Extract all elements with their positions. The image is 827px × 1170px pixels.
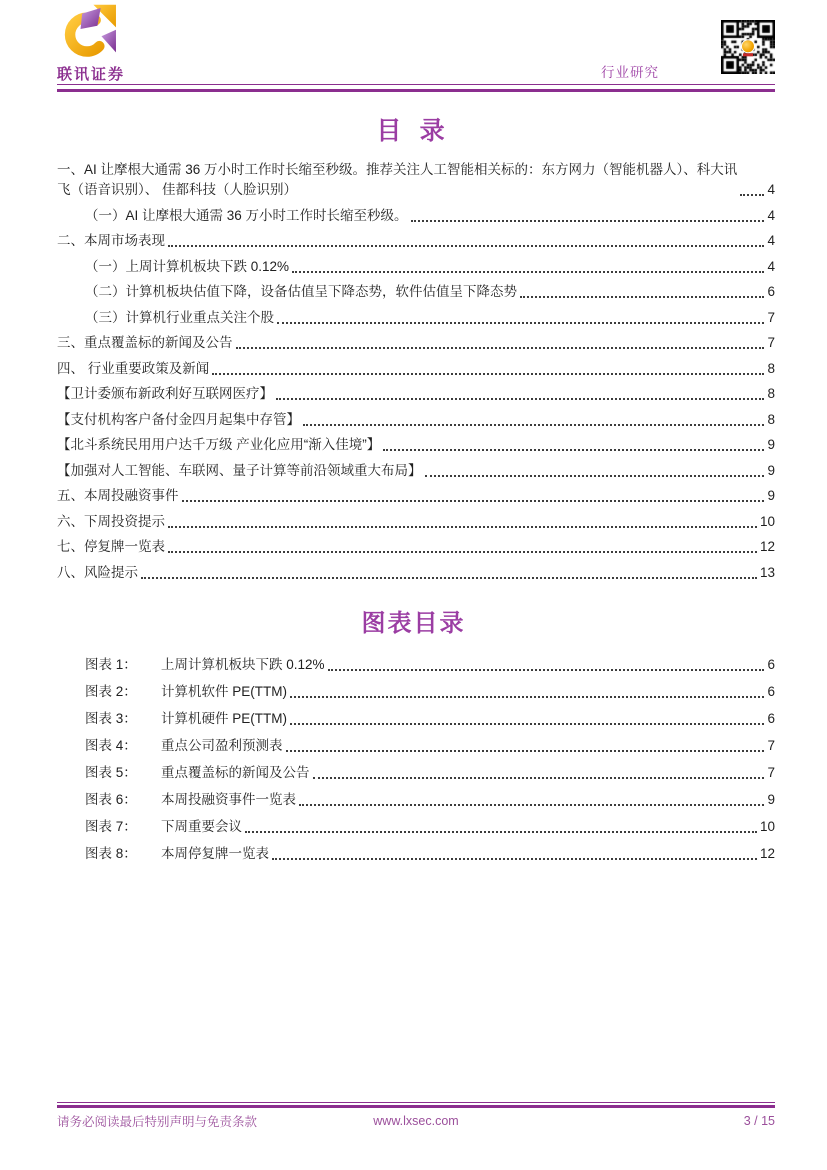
figure-entry-label: 图表 1： bbox=[85, 657, 137, 672]
figure-entry-text: 计算机软件 PE(TTM) bbox=[161, 684, 287, 699]
figure-entry-label: 图表 3： bbox=[85, 711, 137, 726]
figure-entry-label: 图表 8： bbox=[85, 846, 137, 861]
toc-leader-dots bbox=[212, 373, 764, 375]
figure-leader-dots bbox=[290, 723, 764, 725]
toc-page-number: 9 bbox=[767, 488, 775, 503]
toc-page-number: 8 bbox=[767, 360, 775, 376]
toc-page-number: 13 bbox=[759, 564, 775, 580]
figure-entry-label: 图表 5： bbox=[85, 765, 137, 780]
toc-page-number: 7 bbox=[767, 335, 775, 350]
figure-entry[interactable] bbox=[57, 790, 775, 810]
figure-entry-label: 图表 4： bbox=[85, 738, 137, 753]
toc-page-number: 8 bbox=[767, 411, 775, 427]
figure-leader-dots bbox=[328, 669, 765, 671]
toc-entry[interactable] bbox=[57, 563, 775, 583]
toc-page-number: 4 bbox=[767, 182, 775, 197]
report-header bbox=[57, 6, 775, 84]
footer-website-link[interactable]: www.lxsec.com bbox=[373, 1114, 459, 1128]
toc-page-number: 6 bbox=[767, 284, 775, 299]
toc-page-number: 7 bbox=[767, 309, 775, 325]
toc-leader-dots bbox=[182, 500, 765, 502]
toc-entry-text: 四、 行业重要政策及新闻 bbox=[57, 360, 210, 376]
figure-entry[interactable] bbox=[57, 655, 775, 675]
toc-entry[interactable] bbox=[57, 206, 775, 226]
toc-entry[interactable] bbox=[57, 410, 775, 430]
figure-page-number: 12 bbox=[759, 846, 775, 861]
figure-page-number: 6 bbox=[767, 711, 775, 726]
header-divider bbox=[57, 84, 775, 92]
figure-leader-dots bbox=[290, 696, 764, 698]
qr-center-logo-icon bbox=[741, 39, 755, 53]
figure-entry-text: 上周计算机板块下跌 0.12% bbox=[161, 657, 325, 672]
toc-leader-dots bbox=[277, 322, 764, 324]
toc-leader-dots bbox=[425, 475, 765, 477]
figure-leader-dots bbox=[286, 750, 765, 752]
figure-entry-text: 重点覆盖标的新闻及公告 bbox=[161, 765, 310, 780]
toc-entry[interactable] bbox=[57, 486, 775, 506]
toc-entry-text: 五、本周投融资事件 bbox=[57, 488, 179, 503]
toc-entry-text: （二）计算机板块估值下降，设备估值呈下降态势，软件估值呈下降态势 bbox=[85, 284, 517, 299]
toc-leader-dots bbox=[383, 449, 764, 451]
figure-entry-label: 图表 7： bbox=[85, 819, 137, 834]
toc-leader-dots bbox=[168, 551, 757, 553]
figure-page-number: 7 bbox=[767, 738, 775, 753]
figure-entry-text: 计算机硬件 PE(TTM) bbox=[161, 711, 287, 726]
figure-leader-dots bbox=[245, 831, 757, 833]
toc-entry[interactable] bbox=[57, 461, 775, 481]
toc-leader-dots bbox=[411, 220, 765, 222]
figure-entry[interactable] bbox=[57, 709, 775, 729]
footer-divider bbox=[57, 1102, 775, 1108]
toc-leader-dots bbox=[141, 577, 757, 579]
toc-entry[interactable] bbox=[57, 308, 775, 328]
toc-list bbox=[57, 160, 775, 588]
figures-title: 图表目录 bbox=[361, 611, 466, 637]
toc-entry[interactable] bbox=[57, 512, 775, 532]
toc-page-number: 12 bbox=[759, 539, 775, 554]
figures-list bbox=[57, 655, 775, 871]
toc-leader-dots bbox=[303, 424, 764, 426]
toc-entry[interactable] bbox=[57, 384, 775, 404]
toc-leader-dots bbox=[168, 526, 757, 528]
brand bbox=[57, 4, 125, 84]
toc-entry-text: 【卫计委颁布新政利好互联网医疗】 bbox=[57, 386, 273, 401]
figure-entry-text: 下周重要会议 bbox=[161, 819, 242, 834]
toc-page-number: 9 bbox=[767, 437, 775, 452]
toc-leader-dots bbox=[168, 245, 764, 247]
figure-page-number: 10 bbox=[759, 819, 775, 834]
brand-name: 联讯证券 bbox=[57, 67, 126, 83]
toc-entry-text: 七、停复牌一览表 bbox=[57, 539, 165, 554]
toc-entry-text: 二、本周市场表现 bbox=[57, 233, 165, 248]
figure-entry-label: 图表 6： bbox=[85, 792, 137, 807]
figure-entry[interactable] bbox=[57, 817, 775, 837]
figure-entry[interactable] bbox=[57, 763, 775, 783]
toc-entry-text: （一）上周计算机板块下跌 0.12% bbox=[85, 258, 290, 274]
figure-leader-dots bbox=[272, 858, 757, 860]
brand-logo-icon bbox=[60, 4, 122, 62]
toc-entry-text: （三）计算机行业重点关注个股 bbox=[85, 309, 274, 325]
toc-entry[interactable] bbox=[57, 231, 775, 251]
toc-entry[interactable] bbox=[57, 333, 775, 353]
toc-page-number: 9 bbox=[767, 462, 775, 478]
toc-entry-text: 【支付机构客户备付金四月起集中存管】 bbox=[57, 411, 300, 427]
toc-page-number: 4 bbox=[767, 233, 775, 248]
toc-entry[interactable] bbox=[57, 160, 775, 200]
figure-entry[interactable] bbox=[57, 736, 775, 756]
figure-page-number: 9 bbox=[767, 792, 775, 807]
figure-entry-text: 重点公司盈利预测表 bbox=[161, 738, 283, 753]
figure-entry-text: 本周停复牌一览表 bbox=[161, 846, 269, 861]
figure-leader-dots bbox=[299, 804, 764, 806]
toc-entry[interactable] bbox=[57, 435, 775, 455]
footer-disclaimer: 请务必阅读最后特别声明与免责条款 bbox=[57, 1115, 258, 1129]
toc-entry-text: 三、重点覆盖标的新闻及公告 bbox=[57, 335, 233, 350]
qr-code-icon bbox=[721, 20, 775, 74]
toc-entry-text: 六、下周投资提示 bbox=[57, 513, 165, 529]
figure-page-number: 6 bbox=[767, 657, 775, 672]
toc-leader-dots bbox=[236, 347, 765, 349]
toc-entry-text: 八、风险提示 bbox=[57, 564, 138, 580]
figure-entry-label: 图表 2： bbox=[85, 684, 137, 699]
toc-entry[interactable] bbox=[57, 359, 775, 379]
toc-entry[interactable] bbox=[57, 537, 775, 557]
toc-entry-text: 一、AI 让摩根大通需 36 万小时工作时长缩至秒级。推荐关注人工智能相关标的：东方网力（智能机器人）、科大讯飞（语音识别）、 佳都科技（人脸识别） bbox=[57, 162, 738, 197]
toc-leader-dots bbox=[292, 271, 764, 273]
toc-page-number: 4 bbox=[767, 258, 775, 274]
toc-leader-dots bbox=[520, 296, 764, 298]
toc-page-number: 4 bbox=[767, 207, 775, 223]
figure-entry[interactable] bbox=[57, 682, 775, 702]
figure-page-number: 7 bbox=[767, 765, 775, 780]
toc-page-number: 10 bbox=[759, 513, 775, 529]
figure-leader-dots bbox=[313, 777, 765, 779]
toc-leader-dots bbox=[740, 194, 764, 196]
figure-page-number: 6 bbox=[767, 684, 775, 699]
figure-entry[interactable] bbox=[57, 844, 775, 864]
toc-page-number: 8 bbox=[767, 386, 775, 401]
toc-entry-text: （一）AI 让摩根大通需 36 万小时工作时长缩至秒级。 bbox=[85, 207, 408, 223]
toc-entry[interactable] bbox=[57, 282, 775, 302]
footer-page-indicator: 3 / 15 bbox=[743, 1114, 775, 1128]
figure-entry-text: 本周投融资事件一览表 bbox=[161, 792, 296, 807]
doc-type-label: 行业研究 bbox=[601, 65, 659, 80]
toc-title: 目 录 bbox=[376, 118, 451, 145]
footer bbox=[57, 1112, 775, 1130]
toc-entry-text: 【北斗系统民用用户达千万级 产业化应用“渐入佳境”】 bbox=[57, 437, 381, 452]
toc-entry[interactable] bbox=[57, 257, 775, 277]
toc-entry-text: 【加强对人工智能、车联网、量子计算等前沿领域重大布局】 bbox=[57, 462, 422, 478]
toc-leader-dots bbox=[276, 398, 764, 400]
